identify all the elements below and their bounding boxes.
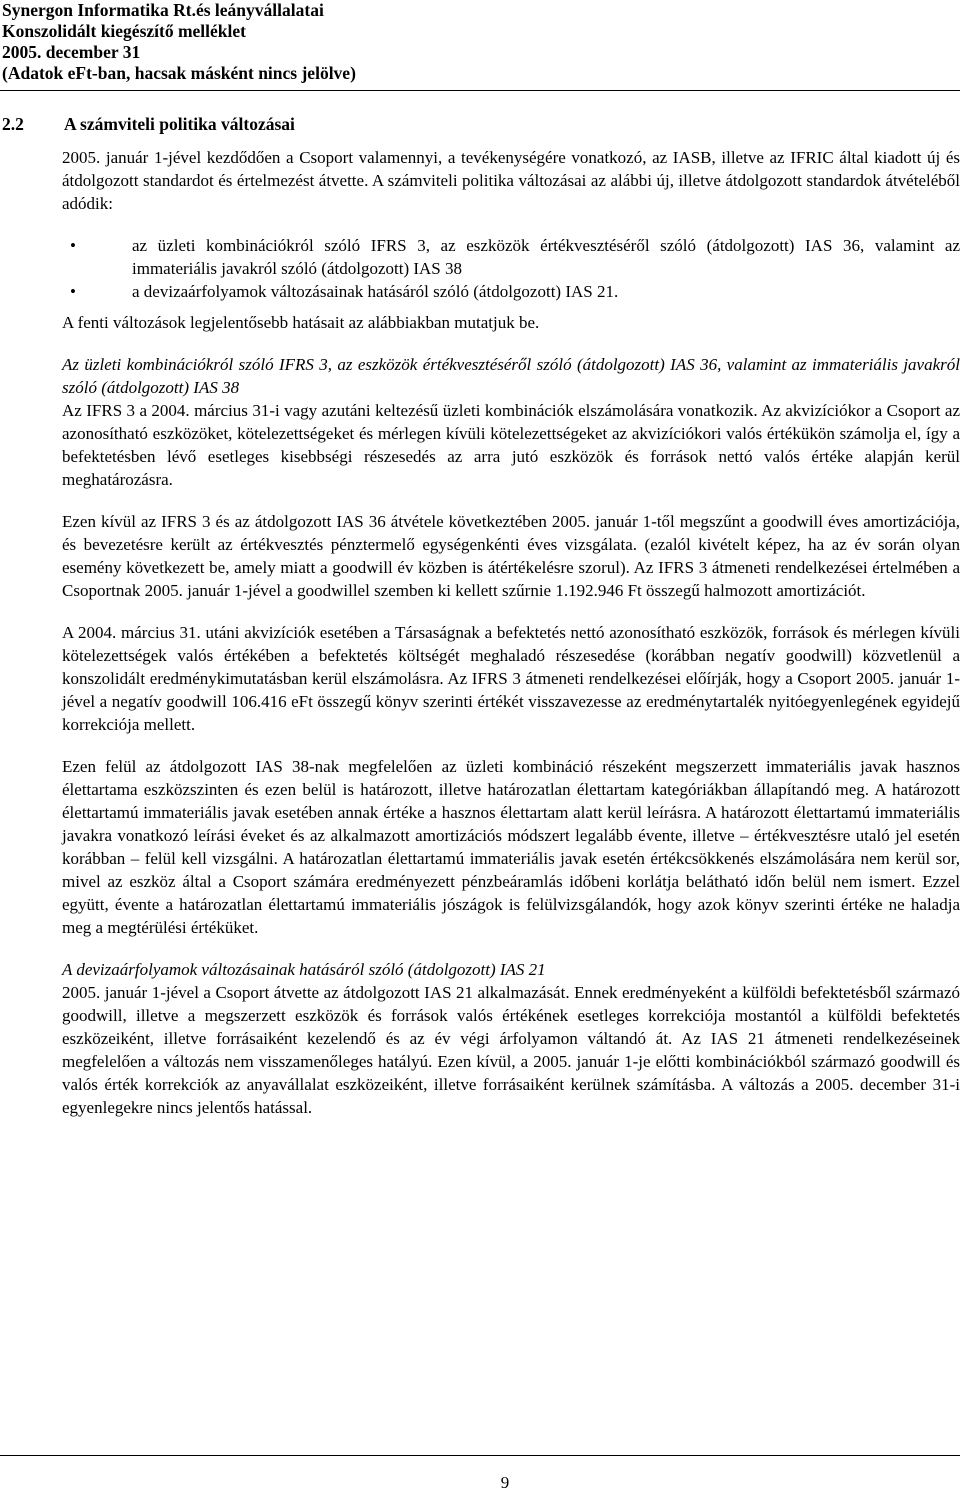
document-title: Konszolidált kiegészítő melléklet — [2, 21, 246, 41]
body-paragraph: 2005. január 1-jével a Csoport átvette az átdolgozott IAS 21 alkalmazását. Ennek eredményeként a külföldi befektetésből származó goodwill, illetve a megszerzett eszközök és források valós értékének esetleges korrekciója mostantól a külföldi befektetés eszközeiként, illetve forrásaiként kezelendő és az év végi árfolyamon váltandó át. Az IAS 21 átmeneti rendelkezéseinek megfelelően a változás nem visszamenőleges hatályú. Ezen kívül, a 2005. január 1-je előtti kombinációkból származó goodwill és valós érték korrekciók az anyavállalat eszközeiként, illetve forrásaiként kerülnek számításba. A változás a 2005. december 31-i egyenlegekre nincs jelentős hatással. — [62, 983, 960, 1117]
document-header — [0, 0, 960, 84]
section-heading — [0, 114, 295, 135]
intro-paragraph: 2005. január 1-jével kezdődően a Csoport valamennyi, a tevékenységére vonatkozó, az IASB, illetve az IFRIC által kiadott új és átdolgozott standardot és értelmezést átvette. A számviteli politika változásai az alábbi új, illetve átdolgozott standardok átvételéből adódik: — [62, 148, 960, 213]
body-paragraph: Ezen felül az átdolgozott IAS 38-nak megfelelően az üzleti kombináció részeként megszerzett immateriális javak hasznos élettartama eszközszinten és ezen belül is határozott, illetve határozatlan élettartam kategóriákban állapítandó meg. A határozott élettartamú immateriális javak esetében annak értéke a hasznos élettartam alatt kerül leírásra. A határozott élettartamú immateriális javakra vonatkozó leírási éveket és az alkalmazott amortizációs módszert legalább évente, illetve – értékvesztésre utaló jel esetén korábban – felül kell vizsgálni. A határozatlan élettartamú immateriális javak esetén értékcsökkenés elszámolására nem kerül sor, mivel az eszköz által a Csoport számára eredményezett pénzbeáramlás időbeni korlátja belátható időn belül nem ismert. Ezzel együtt, évente a határozatlan élettartamú immateriális jószágok is felülvizsgálandók, hogy azok könyv szerinti értéke ne haladja meg a megtérülési értéküket. — [62, 757, 960, 937]
body-paragraph: A 2004. március 31. utáni akvizíciók esetében a Társaságnak a befektetés nettó azonosítható eszközök, források és mérlegen kívüli kötelezettségek valós értékében a befektetés költségét meghaladó részesedése (korábban negatív goodwill) közvetlenül a konszolidált eredménykimutatásban kerül elszámolásra. Az IFRS 3 átmeneti rendelkezései előírják, hogy a Csoport 2005. január 1-jével a negatív goodwill 106.416 eFt összegű könyv szerinti értékét visszavezesse az eredménytartalék nyitóegyenlegének egyidejű korrekciója mellett. — [62, 623, 960, 734]
bullet-icon: • — [70, 282, 76, 301]
body-paragraph: Az IFRS 3 a 2004. március 31-i vagy azutáni keltezésű üzleti kombinációk elszámolására vonatkozik. Az akvizíciókor a Csoport az azonosítható eszközöket, kötelezettségeket és mérlegen kívüli kötelezettségeket az akvizíciókori valós értékükön számolja el, így a befektetésben lévő esetleges kisebbségi részesedés az arra jutó eszközök és források nettó valós értéke alapján kerül meghatározásra. — [62, 401, 960, 489]
bullet-icon: • — [70, 236, 76, 255]
body-paragraph: Ezen kívül az IFRS 3 és az átdolgozott IAS 36 átvétele következtében 2005. január 1-től megszűnt a goodwill éves amortizációja, és bevezetésre került az értékvesztés pénztermelő egységenkénti éves vizsgálata. (ezalól kivételt képez, ha az év során olyan esemény következett be, amely miatt a goodwill év közben is átértékelésre szorul). Az IFRS 3 átmeneti rendelkezései értelmében a Csoportnak 2005. január 1-jével a goodwillel szemben ki kellett szűrnie 1.192.946 Ft összegű halmozott amortizációt. — [62, 512, 960, 600]
company-name: Synergon Informatika Rt.és leányvállalatai — [2, 0, 324, 20]
bullet-item — [62, 280, 960, 303]
footer-divider — [0, 1455, 960, 1456]
units-note: (Adatok eFt-ban, hacsak másként nincs jelölve) — [2, 63, 356, 83]
section-title: A számviteli politika változásai — [64, 114, 295, 134]
bullet-text: az üzleti kombinációkról szóló IFRS 3, az eszközök értékvesztéséről szóló (átdolgozott) IAS 36, valamint az immateriális javakról szóló (átdolgozott) IAS 38 — [132, 236, 960, 278]
report-date: 2005. december 31 — [2, 42, 141, 62]
page-number: 9 — [500, 1473, 510, 1492]
header-divider — [0, 90, 960, 91]
subsection-heading: Az üzleti kombinációkról szóló IFRS 3, az eszközök értékvesztéséről szóló (átdolgozott) IAS 36, valamint az immateriális javakról szóló (átdolgozott) IAS 38 — [62, 355, 960, 397]
document-body — [62, 146, 960, 1119]
summary-paragraph: A fenti változások legjelentősebb hatásait az alábbiakban mutatjuk be. — [62, 313, 540, 332]
bullet-item — [62, 234, 960, 280]
section-number: 2.2 — [2, 114, 24, 134]
subsection-heading: A devizaárfolyamok változásainak hatásáról szóló (átdolgozott) IAS 21 — [62, 960, 546, 979]
bullet-text: a devizaárfolyamok változásainak hatásáról szóló (átdolgozott) IAS 21. — [132, 282, 619, 301]
